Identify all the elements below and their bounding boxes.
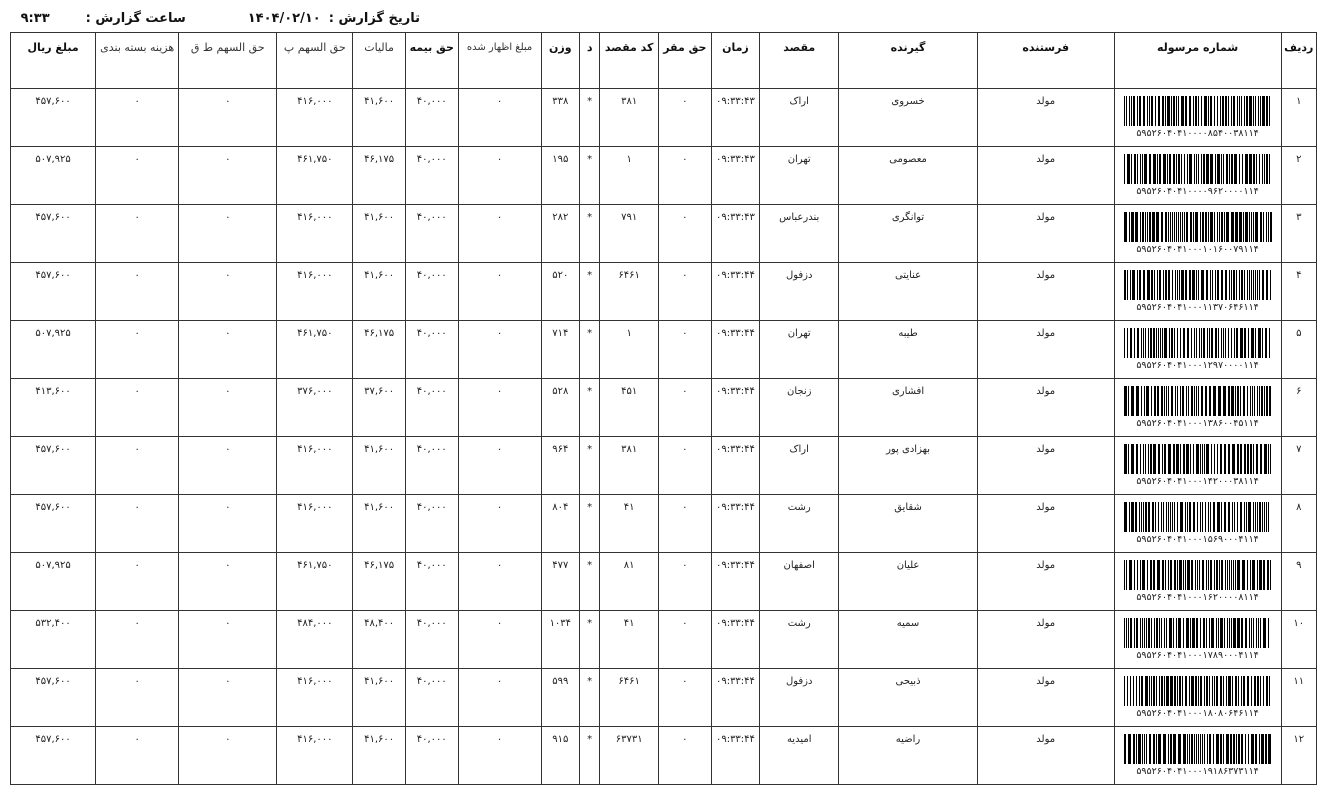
table-row[interactable]: [11, 321, 1317, 379]
table-row[interactable]: [11, 553, 1317, 611]
sender-cell: مولد: [977, 611, 1114, 669]
barcode-cell: [1114, 727, 1281, 785]
col-header-receiver[interactable]: گیرنده: [839, 33, 978, 89]
amount-cell: ۴۵۷,۶۰۰: [11, 495, 96, 553]
col-header-packing[interactable]: هزینه بسته بندی: [96, 33, 179, 89]
packing-cell: ۰: [96, 379, 179, 437]
row-number-cell: ۱۱: [1281, 669, 1316, 727]
tax-cell: ۴۶,۱۷۵: [353, 553, 406, 611]
table-header-row: [11, 33, 1317, 89]
share-tq-cell: ۰: [179, 727, 277, 785]
sender-cell: مولد: [977, 495, 1114, 553]
share-p-cell: ۴۱۶,۰۰۰: [277, 89, 353, 147]
insurance-cell: ۴۰,۰۰۰: [405, 89, 458, 147]
packing-cell: ۰: [96, 727, 179, 785]
amount-cell: ۴۵۷,۶۰۰: [11, 205, 96, 263]
amount-cell: ۴۵۷,۶۰۰: [11, 727, 96, 785]
table-row[interactable]: [11, 379, 1317, 437]
receiver-cell: افشاری: [839, 379, 978, 437]
declared-value-cell: ۰: [458, 727, 541, 785]
dest-code-cell: ۴۵۱: [600, 379, 659, 437]
dest-code-cell: ۶۴۶۱: [600, 263, 659, 321]
barcode-image: [1124, 328, 1272, 358]
col-header-d[interactable]: د: [580, 33, 600, 89]
barcode-cell: [1114, 611, 1281, 669]
share-tq-cell: ۰: [179, 437, 277, 495]
haq-maqar-cell: ۰: [659, 669, 712, 727]
declared-value-cell: ۰: [458, 669, 541, 727]
barcode-number: ۵۹۵۲۶۰۴۰۴۱۰۰۰۱۴۲۰۰۰۳۸۱۱۴: [1136, 476, 1259, 487]
d-cell: *: [580, 437, 600, 495]
insurance-cell: ۴۰,۰۰۰: [405, 205, 458, 263]
share-p-cell: ۴۶۱,۷۵۰: [277, 553, 353, 611]
haq-maqar-cell: ۰: [659, 89, 712, 147]
barcode-number: ۵۹۵۲۶۰۴۰۴۱۰۰۰۱۹۱۸۶۳۷۳۱۱۴: [1136, 766, 1259, 777]
row-number-cell: ۲: [1281, 147, 1316, 205]
time-cell: ۰۹:۳۳:۴۴: [711, 263, 760, 321]
barcode-image: [1124, 444, 1272, 474]
destination-cell: اصفهان: [760, 553, 839, 611]
col-header-time[interactable]: زمان: [711, 33, 760, 89]
destination-cell: تهران: [760, 147, 839, 205]
barcode-number: ۵۹۵۲۶۰۴۰۴۱۰۰۰۱۷۸۹۰۰۰۴۱۱۴: [1136, 650, 1259, 661]
barcode-image: [1124, 676, 1272, 706]
row-number-cell: ۱: [1281, 89, 1316, 147]
tax-cell: ۴۱,۶۰۰: [353, 205, 406, 263]
barcode-number: ۵۹۵۲۶۰۴۰۴۱۰۰۰۱۸۰۸۰۶۴۶۱۱۴: [1136, 708, 1259, 719]
destination-cell: دزفول: [760, 263, 839, 321]
time-cell: ۰۹:۳۳:۴۳: [711, 89, 760, 147]
d-cell: *: [580, 553, 600, 611]
share-tq-cell: ۰: [179, 205, 277, 263]
barcode-number: ۵۹۵۲۶۰۴۰۴۱۰۰۰۱۵۶۹۰۰۰۴۱۱۴: [1136, 534, 1259, 545]
haq-maqar-cell: ۰: [659, 611, 712, 669]
destination-cell: زنجان: [760, 379, 839, 437]
barcode-image: [1124, 560, 1272, 590]
amount-cell: ۴۵۷,۶۰۰: [11, 263, 96, 321]
destination-cell: اراک: [760, 89, 839, 147]
amount-cell: ۵۰۷,۹۲۵: [11, 321, 96, 379]
barcode-cell: [1114, 553, 1281, 611]
dest-code-cell: ۱: [600, 147, 659, 205]
col-header-amount[interactable]: مبلغ ریال: [11, 33, 96, 89]
packing-cell: ۰: [96, 437, 179, 495]
destination-cell: اراک: [760, 437, 839, 495]
share-p-cell: ۴۶۱,۷۵۰: [277, 321, 353, 379]
weight-cell: ۹۱۵: [541, 727, 579, 785]
share-p-cell: ۴۶۱,۷۵۰: [277, 147, 353, 205]
table-row[interactable]: [11, 437, 1317, 495]
tax-cell: ۴۱,۶۰۰: [353, 727, 406, 785]
packing-cell: ۰: [96, 89, 179, 147]
dest-code-cell: ۴۱: [600, 495, 659, 553]
time-cell: ۰۹:۳۳:۴۴: [711, 553, 760, 611]
barcode-cell: [1114, 205, 1281, 263]
barcode-cell: [1114, 147, 1281, 205]
haq-maqar-cell: ۰: [659, 321, 712, 379]
packing-cell: ۰: [96, 553, 179, 611]
row-number-cell: ۵: [1281, 321, 1316, 379]
haq-maqar-cell: ۰: [659, 727, 712, 785]
weight-cell: ۸۰۴: [541, 495, 579, 553]
col-header-dest[interactable]: مقصد: [760, 33, 839, 89]
dest-code-cell: ۷۹۱: [600, 205, 659, 263]
time-cell: ۰۹:۳۳:۴۴: [711, 437, 760, 495]
packing-cell: ۰: [96, 263, 179, 321]
sender-cell: مولد: [977, 379, 1114, 437]
destination-cell: بندرعباس: [760, 205, 839, 263]
amount-cell: ۴۵۷,۶۰۰: [11, 669, 96, 727]
dest-code-cell: ۳۸۱: [600, 89, 659, 147]
col-header-sender[interactable]: فرستنده: [977, 33, 1114, 89]
row-number-cell: ۹: [1281, 553, 1316, 611]
insurance-cell: ۴۰,۰۰۰: [405, 379, 458, 437]
receiver-cell: عنایتی: [839, 263, 978, 321]
weight-cell: ۴۷۷: [541, 553, 579, 611]
col-header-share-tq[interactable]: حق السهم ط ق: [179, 33, 277, 89]
report-date-label: تاریخ گزارش :: [328, 10, 420, 26]
packing-cell: ۰: [96, 147, 179, 205]
barcode-number: ۵۹۵۲۶۰۴۰۴۱۰۰۰۱۰۱۶۰۰۷۹۱۱۴: [1136, 244, 1259, 255]
sender-cell: مولد: [977, 263, 1114, 321]
share-tq-cell: ۰: [179, 321, 277, 379]
weight-cell: ۵۲۸: [541, 379, 579, 437]
insurance-cell: ۴۰,۰۰۰: [405, 727, 458, 785]
time-cell: ۰۹:۳۳:۴۴: [711, 495, 760, 553]
time-cell: ۰۹:۳۳:۴۴: [711, 321, 760, 379]
receiver-cell: سمیه: [839, 611, 978, 669]
insurance-cell: ۴۰,۰۰۰: [405, 263, 458, 321]
amount-cell: ۵۰۷,۹۲۵: [11, 553, 96, 611]
row-number-cell: ۶: [1281, 379, 1316, 437]
insurance-cell: ۴۰,۰۰۰: [405, 147, 458, 205]
sender-cell: مولد: [977, 205, 1114, 263]
table-row[interactable]: [11, 495, 1317, 553]
insurance-cell: ۴۰,۰۰۰: [405, 669, 458, 727]
time-cell: ۰۹:۳۳:۴۴: [711, 669, 760, 727]
receiver-cell: راضیه: [839, 727, 978, 785]
table-row[interactable]: [11, 611, 1317, 669]
share-tq-cell: ۰: [179, 611, 277, 669]
haq-maqar-cell: ۰: [659, 437, 712, 495]
destination-cell: تهران: [760, 321, 839, 379]
table-row[interactable]: [11, 205, 1317, 263]
insurance-cell: ۴۰,۰۰۰: [405, 553, 458, 611]
haq-maqar-cell: ۰: [659, 205, 712, 263]
share-p-cell: ۴۱۶,۰۰۰: [277, 727, 353, 785]
weight-cell: ۹۶۴: [541, 437, 579, 495]
share-p-cell: ۴۱۶,۰۰۰: [277, 263, 353, 321]
col-header-dest-code[interactable]: کد مقصد: [600, 33, 659, 89]
time-cell: ۰۹:۳۳:۴۴: [711, 727, 760, 785]
barcode-image: [1124, 212, 1272, 242]
destination-cell: امیدیه: [760, 727, 839, 785]
receiver-cell: طیبه: [839, 321, 978, 379]
d-cell: *: [580, 205, 600, 263]
sender-cell: مولد: [977, 147, 1114, 205]
barcode-number: ۵۹۵۲۶۰۴۰۴۱۰۰۰۱۳۸۶۰۰۴۵۱۱۴: [1136, 418, 1259, 429]
share-p-cell: ۴۱۶,۰۰۰: [277, 437, 353, 495]
share-tq-cell: ۰: [179, 553, 277, 611]
share-p-cell: ۴۱۶,۰۰۰: [277, 495, 353, 553]
dest-code-cell: ۶۴۶۱: [600, 669, 659, 727]
table-row[interactable]: [11, 147, 1317, 205]
d-cell: *: [580, 379, 600, 437]
share-tq-cell: ۰: [179, 263, 277, 321]
amount-cell: ۵۳۲,۴۰۰: [11, 611, 96, 669]
receiver-cell: توانگری: [839, 205, 978, 263]
sender-cell: مولد: [977, 321, 1114, 379]
dest-code-cell: ۶۳۷۳۱: [600, 727, 659, 785]
time-cell: ۰۹:۳۳:۴۳: [711, 147, 760, 205]
d-cell: *: [580, 727, 600, 785]
haq-maqar-cell: ۰: [659, 553, 712, 611]
receiver-cell: ذبیحی: [839, 669, 978, 727]
report-time-label: ساعت گزارش :: [85, 10, 186, 26]
amount-cell: ۴۵۷,۶۰۰: [11, 89, 96, 147]
receiver-cell: معصومی: [839, 147, 978, 205]
report-time-value: ۹:۳۳: [20, 10, 50, 26]
barcode-number: ۵۹۵۲۶۰۴۰۴۱۰۰۰۱۱۳۷۰۶۴۶۱۱۴: [1136, 302, 1259, 313]
table-row[interactable]: [11, 89, 1317, 147]
share-tq-cell: ۰: [179, 147, 277, 205]
amount-cell: ۴۵۷,۶۰۰: [11, 437, 96, 495]
packing-cell: ۰: [96, 205, 179, 263]
share-p-cell: ۴۱۶,۰۰۰: [277, 669, 353, 727]
barcode-number: ۵۹۵۲۶۰۴۰۴۱۰۰۰۰۹۶۲۰۰۰۰۱۱۴: [1136, 186, 1259, 197]
table-row[interactable]: [11, 669, 1317, 727]
sender-cell: مولد: [977, 669, 1114, 727]
destination-cell: رشت: [760, 611, 839, 669]
declared-value-cell: ۰: [458, 147, 541, 205]
barcode-cell: [1114, 263, 1281, 321]
share-tq-cell: ۰: [179, 495, 277, 553]
sender-cell: مولد: [977, 89, 1114, 147]
dest-code-cell: ۱: [600, 321, 659, 379]
sender-cell: مولد: [977, 553, 1114, 611]
weight-cell: ۵۲۰: [541, 263, 579, 321]
declared-value-cell: ۰: [458, 205, 541, 263]
d-cell: *: [580, 611, 600, 669]
d-cell: *: [580, 147, 600, 205]
col-header-declared[interactable]: مبلغ اظهار شده: [458, 33, 541, 89]
d-cell: *: [580, 89, 600, 147]
col-header-haq-maqar[interactable]: حق مقر: [659, 33, 712, 89]
barcode-cell: [1114, 437, 1281, 495]
report-header: [21, 8, 420, 28]
tax-cell: ۴۱,۶۰۰: [353, 669, 406, 727]
barcode-number: ۵۹۵۲۶۰۴۰۴۱۰۰۰۱۲۹۷۰۰۰۰۱۱۴: [1136, 360, 1259, 371]
dest-code-cell: ۳۸۱: [600, 437, 659, 495]
tax-cell: ۴۱,۶۰۰: [353, 263, 406, 321]
weight-cell: ۲۸۲: [541, 205, 579, 263]
report-date-value: ۱۴۰۴/۰۲/۱۰: [247, 10, 321, 26]
receiver-cell: خسروی: [839, 89, 978, 147]
share-tq-cell: ۰: [179, 89, 277, 147]
declared-value-cell: ۰: [458, 379, 541, 437]
row-number-cell: ۴: [1281, 263, 1316, 321]
insurance-cell: ۴۰,۰۰۰: [405, 495, 458, 553]
row-number-cell: ۳: [1281, 205, 1316, 263]
tax-cell: ۴۸,۴۰۰: [353, 611, 406, 669]
row-number-cell: ۱۰: [1281, 611, 1316, 669]
declared-value-cell: ۰: [458, 553, 541, 611]
declared-value-cell: ۰: [458, 321, 541, 379]
declared-value-cell: ۰: [458, 495, 541, 553]
d-cell: *: [580, 495, 600, 553]
destination-cell: دزفول: [760, 669, 839, 727]
barcode-image: [1124, 386, 1272, 416]
table-row[interactable]: [11, 727, 1317, 785]
barcode-cell: [1114, 669, 1281, 727]
barcode-cell: [1114, 495, 1281, 553]
d-cell: *: [580, 669, 600, 727]
share-p-cell: ۴۱۶,۰۰۰: [277, 205, 353, 263]
barcode-image: [1124, 502, 1272, 532]
tax-cell: ۴۱,۶۰۰: [353, 495, 406, 553]
col-header-row[interactable]: ردیف: [1281, 33, 1316, 89]
declared-value-cell: ۰: [458, 437, 541, 495]
declared-value-cell: ۰: [458, 611, 541, 669]
barcode-image: [1124, 270, 1272, 300]
tax-cell: ۴۱,۶۰۰: [353, 89, 406, 147]
declared-value-cell: ۰: [458, 263, 541, 321]
sender-cell: مولد: [977, 727, 1114, 785]
barcode-cell: [1114, 321, 1281, 379]
barcode-image: [1124, 154, 1272, 184]
barcode-number: ۵۹۵۲۶۰۴۰۴۱۰۰۰۰۸۵۴۰۰۳۸۱۱۴: [1136, 128, 1259, 139]
weight-cell: ۱۰۳۴: [541, 611, 579, 669]
insurance-cell: ۴۰,۰۰۰: [405, 321, 458, 379]
tax-cell: ۴۶,۱۷۵: [353, 147, 406, 205]
time-cell: ۰۹:۳۳:۴۳: [711, 205, 760, 263]
shipments-table: [10, 32, 1317, 785]
haq-maqar-cell: ۰: [659, 263, 712, 321]
dest-code-cell: ۴۱: [600, 611, 659, 669]
d-cell: *: [580, 321, 600, 379]
barcode-image: [1124, 618, 1272, 648]
row-number-cell: ۷: [1281, 437, 1316, 495]
share-tq-cell: ۰: [179, 379, 277, 437]
packing-cell: ۰: [96, 669, 179, 727]
col-header-share-p[interactable]: حق السهم پ: [277, 33, 353, 89]
col-header-weight[interactable]: وزن: [541, 33, 579, 89]
haq-maqar-cell: ۰: [659, 379, 712, 437]
receiver-cell: علیان: [839, 553, 978, 611]
col-header-tax[interactable]: مالیات: [353, 33, 406, 89]
weight-cell: ۵۹۹: [541, 669, 579, 727]
dest-code-cell: ۸۱: [600, 553, 659, 611]
amount-cell: ۵۰۷,۹۲۵: [11, 147, 96, 205]
packing-cell: ۰: [96, 495, 179, 553]
tax-cell: ۴۱,۶۰۰: [353, 437, 406, 495]
destination-cell: رشت: [760, 495, 839, 553]
weight-cell: ۷۱۴: [541, 321, 579, 379]
receiver-cell: بهزادی پور: [839, 437, 978, 495]
barcode-cell: [1114, 379, 1281, 437]
tax-cell: ۴۶,۱۷۵: [353, 321, 406, 379]
insurance-cell: ۴۰,۰۰۰: [405, 611, 458, 669]
sender-cell: مولد: [977, 437, 1114, 495]
barcode-cell: [1114, 89, 1281, 147]
time-cell: ۰۹:۳۳:۴۴: [711, 611, 760, 669]
weight-cell: ۳۳۸: [541, 89, 579, 147]
barcode-image: [1124, 734, 1272, 764]
time-cell: ۰۹:۳۳:۴۴: [711, 379, 760, 437]
table-row[interactable]: [11, 263, 1317, 321]
d-cell: *: [580, 263, 600, 321]
share-p-cell: ۴۸۴,۰۰۰: [277, 611, 353, 669]
insurance-cell: ۴۰,۰۰۰: [405, 437, 458, 495]
share-tq-cell: ۰: [179, 669, 277, 727]
haq-maqar-cell: ۰: [659, 147, 712, 205]
packing-cell: ۰: [96, 611, 179, 669]
barcode-image: [1124, 96, 1272, 126]
share-p-cell: ۳۷۶,۰۰۰: [277, 379, 353, 437]
row-number-cell: ۸: [1281, 495, 1316, 553]
haq-maqar-cell: ۰: [659, 495, 712, 553]
declared-value-cell: ۰: [458, 89, 541, 147]
receiver-cell: شقایق: [839, 495, 978, 553]
barcode-number: ۵۹۵۲۶۰۴۰۴۱۰۰۰۱۶۲۰۰۰۰۸۱۱۴: [1136, 592, 1259, 603]
packing-cell: ۰: [96, 321, 179, 379]
row-number-cell: ۱۲: [1281, 727, 1316, 785]
weight-cell: ۱۹۵: [541, 147, 579, 205]
col-header-insurance[interactable]: حق بیمه: [405, 33, 458, 89]
col-header-barcode[interactable]: شماره مرسوله: [1114, 33, 1281, 89]
tax-cell: ۳۷,۶۰۰: [353, 379, 406, 437]
amount-cell: ۴۱۳,۶۰۰: [11, 379, 96, 437]
